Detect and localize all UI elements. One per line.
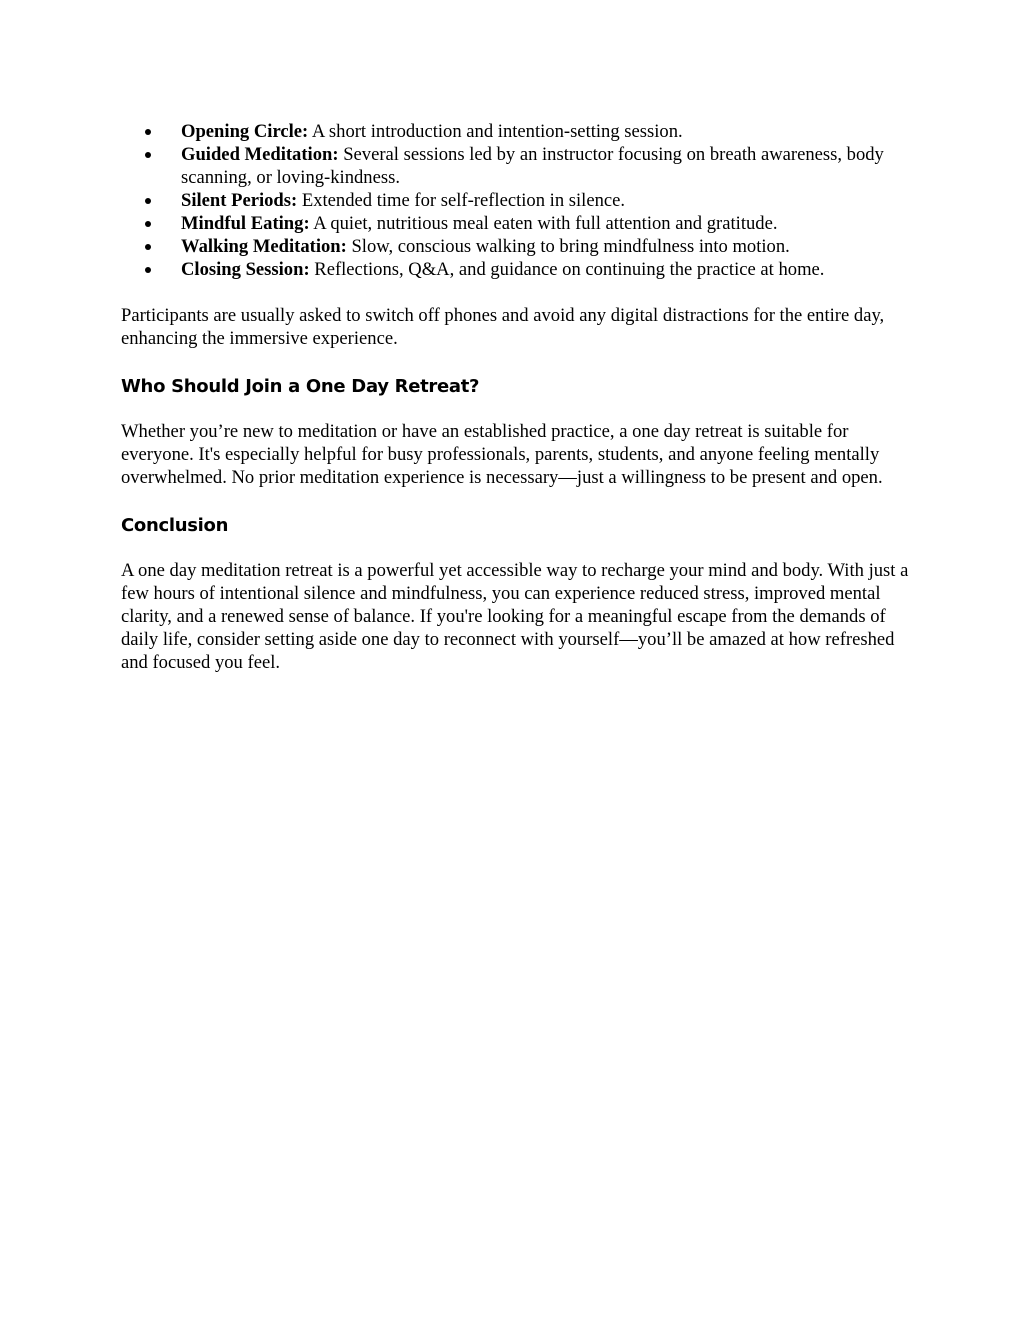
bullet-icon: [145, 129, 151, 135]
who-should-join-paragraph: Whether you’re new to meditation or have an established practice, a one day retreat is suitable for everyone. It's especially helpful for busy professionals, parents, students, and anyone feeling mentally overwhelmed. No prior meditation experience is necessary—just a willingness to be present and open.: [121, 421, 883, 488]
participants-paragraph: Participants are usually asked to switch off phones and avoid any digital distractions for the entire day, enhancing the immersive experience.: [121, 305, 885, 349]
conclusion-heading: Conclusion: [121, 515, 229, 536]
bullet-icon: [145, 198, 151, 204]
list-item-text: A short introduction and intention-setting session.: [311, 121, 683, 142]
list-item-term: Silent Periods:: [181, 190, 298, 211]
list-item-text: Slow, conscious walking to bring mindfulness into motion.: [351, 236, 790, 257]
list-item-text: A quiet, nutritious meal eaten with full attention and gratitude.: [313, 213, 778, 234]
list-item: [121, 212, 911, 235]
bullet-icon: [145, 152, 151, 158]
bullet-icon: [145, 221, 151, 227]
list-item-text: Reflections, Q&A, and guidance on continuing the practice at home.: [314, 259, 825, 280]
list-item: [121, 189, 911, 212]
conclusion-paragraph: A one day meditation retreat is a powerful yet accessible way to recharge your mind and body. With just a few hours of intentional silence and mindfulness, you can experience reduced stress, improved mental clarity, and a renewed sense of balance. If you're looking for a meaningful escape from the demands of daily life, consider setting aside one day to reconnect with yourself—you’ll be amazed at how refreshed and focused you feel.: [121, 560, 909, 673]
list-item-text: Extended time for self-reflection in silence.: [301, 190, 626, 211]
list-item: [121, 235, 911, 258]
list-item-term: Guided Meditation:: [181, 144, 339, 165]
list-item-term: Opening Circle:: [181, 121, 309, 142]
list-item-text: Several sessions led by an instructor focusing on breath awareness, body scanning, or loving-kindness.: [181, 144, 884, 188]
page-content: [121, 120, 911, 674]
bullet-icon: [145, 267, 151, 273]
who-should-join-heading: Who Should Join a One Day Retreat?: [121, 376, 480, 397]
list-item: [121, 258, 911, 281]
activities-list: [121, 120, 911, 281]
bullet-icon: [145, 244, 151, 250]
list-item-term: Walking Meditation:: [181, 236, 347, 257]
list-item: [121, 120, 911, 143]
list-item-term: Mindful Eating:: [181, 213, 310, 234]
list-item: [121, 143, 911, 189]
list-item-term: Closing Session:: [181, 259, 310, 280]
